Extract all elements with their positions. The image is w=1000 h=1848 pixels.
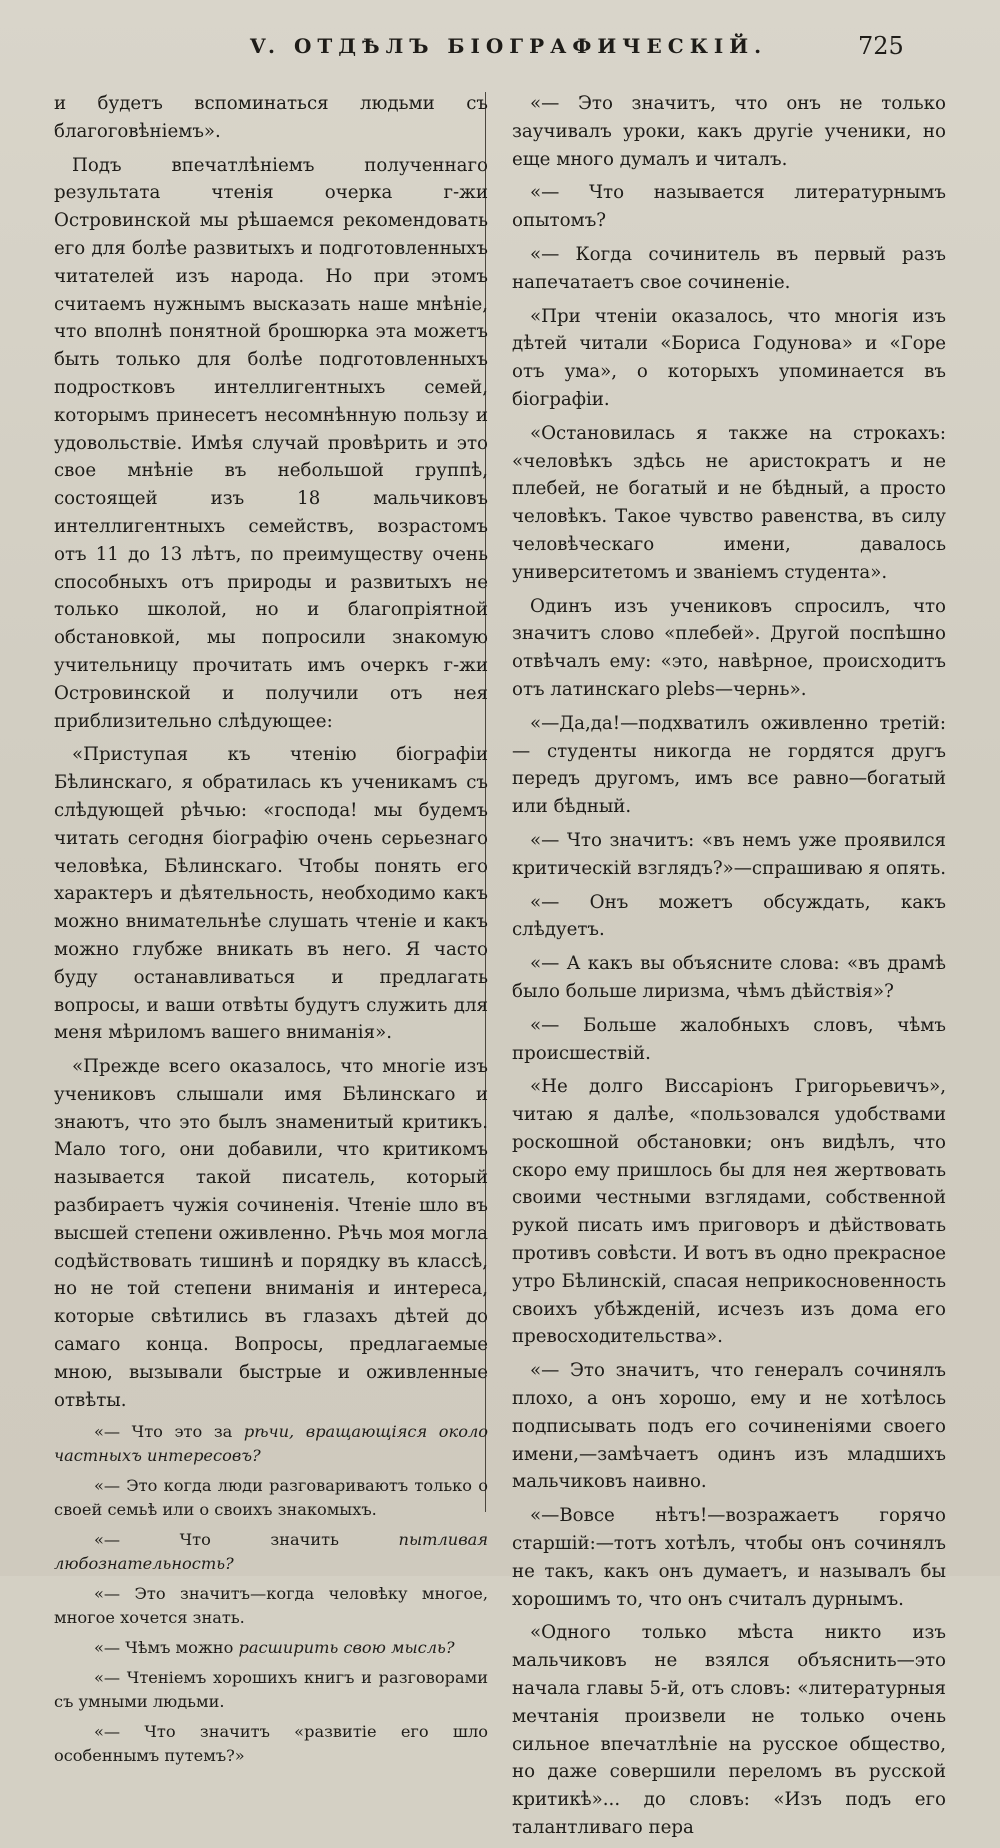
question-italic: расширить свою мысль?: [238, 1638, 455, 1658]
question-text: «— Что значить: [94, 1530, 399, 1550]
paragraph: «— А какъ вы объясните слова: «въ драмѣ было больше лиризма, чѣмъ дѣйствія»?: [512, 953, 946, 1002]
dialogue-question: [54, 1528, 488, 1576]
paragraph: «Приступая къ чтенію біографіи Бѣлинскаго, я обратилась къ ученикамъ съ слѣдующей рѣчью: «господа! мы будемъ читать сегодня біографію очень серьезнаго человѣка, Бѣлинскаго. Чтобы понять его характеръ и дѣятельность, необходимо какъ можно внимательнѣе слушать чтеніе и какъ можно глубже вникать въ него. Я часто буду останавливаться и предлагать вопросы, и ваши отвѣты будутъ служить для меня мѣриломъ вашего вниманія».: [54, 744, 488, 1044]
paragraph: и будетъ вспоминаться людьми съ благоговѣніемъ».: [54, 93, 488, 142]
paragraph: «Одного только мѣста никто изъ мальчиковъ не взялся объяснить—это начала главы 5-й, отъ словъ: «литературныя мечтанія произвели не только очень сильное впечатлѣніе на русское общество, но даже совершили переломъ въ русской критикѣ»... до словъ: «Изъ подъ его талантливаго пера: [512, 1622, 946, 1839]
paragraph: «Остановилась я также на строкахъ: «человѣкъ здѣсь не аристократъ и не плебей, не богатый и не бѣдный, а просто человѣкъ. Такое чувство равенства, въ силу человѣческаго имени, давалось университетомъ и званіемъ студента».: [512, 422, 946, 583]
dialogue-answer: «— Это когда люди разговариваютъ только о своей семьѣ или о своихъ знакомыхъ.: [54, 1476, 488, 1520]
dialogue-answer: «— Это значитъ—когда человѣку многое, многое хочется знать.: [54, 1584, 488, 1628]
page-number: 725: [858, 32, 904, 60]
paragraph: «При чтеніи оказалось, что многія изъ дѣтей читали «Бориса Годунова» и «Горе отъ ума», о которыхъ упоминается въ біографіи.: [512, 305, 946, 410]
left-column: [54, 90, 488, 1774]
dialogue-answer: «— Чтеніемъ хорошихъ книгъ и разговорами съ умными людьми.: [54, 1668, 488, 1712]
paragraph: «Прежде всего оказалось, что многіе изъ учениковъ слышали имя Бѣлинскаго и знаютъ, что это былъ знаменитый критикъ. Мало того, они добавили, что критикомъ называется такой писатель, который разбираетъ чужія сочиненія. Чтеніе шло въ высшей степени оживленно. Рѣчь моя могла содѣйствовать тишинѣ и порядку въ классѣ, но не той степени вниманія и интереса, которые свѣтились въ глазахъ дѣтей до самаго конца. Вопросы, предлагаемые мною, вызывали быстрые и оживленные отвѣты.: [54, 1056, 488, 1411]
paragraph: Одинъ изъ учениковъ спросилъ, что значитъ слово «плебей». Другой поспѣшно отвѣчалъ ему: «это, навѣрное, происходитъ отъ латинскаго plebs—чернь».: [512, 595, 946, 700]
question-italic: рѣчи, вращающіяся около частныхъ интересовъ?: [54, 1422, 488, 1466]
paragraph: «—Да,да!—подхватилъ оживленно третій:— студенты никогда не гордятся другъ передъ другомъ, имъ все равно—богатый или бѣдный.: [512, 712, 946, 818]
right-column: [512, 90, 946, 1848]
page-header: [0, 32, 1000, 72]
paragraph: «— Что значитъ: «въ немъ уже проявился критическій взглядъ?»—спрашиваю я опять.: [512, 829, 946, 879]
paragraph: «— Когда сочинитель въ первый разъ напечатаетъ свое сочиненіе.: [512, 243, 946, 293]
dialogue-question: [54, 1636, 488, 1660]
paragraph: «Не долго Виссаріонъ Григорьевичъ», читаю я далѣе, «пользовался удобствами роскошной обстановки; онъ видѣлъ, что скоро ему пришлось бы для нея жертвовать своими честными взглядами, собственной рукой писать имъ приговоръ и дѣйствовать противъ совѣсти. И вотъ въ одно прекрасное утро Бѣлинскій, спасая неприкосновенность своихъ убѣжденій, исчезъ изъ дома его превосходительства».: [512, 1076, 946, 1348]
dialogue-question: [54, 1420, 488, 1468]
question-italic: пытливая любознательность?: [54, 1530, 488, 1574]
paragraph: Подъ впечатлѣніемъ полученнаго результата чтенія очерка г-жи Островинской мы рѣшаемся рекомендовать его для болѣе развитыхъ и подготовленныхъ читателей изъ народа. Но при этомъ считаемъ нужнымъ высказать наше мнѣніе, что вполнѣ понятной брошюрка эта можетъ быть только для болѣе подготовленныхъ подростковъ интеллигентныхъ семей, которымъ принесетъ несомнѣнную пользу и удовольствіе. Имѣя случай провѣрить и это свое мнѣніе въ небольшой группѣ, состоящей изъ 18 мальчиковъ интеллигентныхъ семействъ, возрастомъ отъ 11 до 13 лѣтъ, по преимуществу очень способныхъ отъ природы и развитыхъ не только школой, но и благопріятной обстановкой, мы попросили знакомую учительницу прочитать имъ очеркъ г-жи Островинской и получили отъ нея приблизительно слѣдующее:: [54, 154, 488, 732]
paragraph: «— Больше жалобныхъ словъ, чѣмъ происшествій.: [512, 1014, 946, 1064]
dialogue-question: «— Что значитъ «развитіе его шло особеннымъ путемъ?»: [54, 1722, 488, 1766]
question-text: «— Что это за: [94, 1422, 244, 1442]
paragraph: «— Онъ можетъ обсуждать, какъ слѣдуетъ.: [512, 891, 946, 941]
paragraph: «— Это значитъ, что генералъ сочинялъ плохо, а онъ хорошо, ему и не хотѣлось подписывать подъ его сочиненіями своего имени,—замѣчаетъ одинъ изъ младшихъ мальчиковъ наивно.: [512, 1360, 946, 1493]
paragraph: «— Что называется литературнымъ опытомъ?: [512, 182, 946, 232]
question-text: «— Чѣмъ можно: [94, 1638, 239, 1658]
running-head: V. ОТДѢЛЪ БІОГРАФИЧЕСКІЙ.: [250, 34, 768, 58]
paragraph: «—Вовсе нѣтъ!—возражаетъ горячо старшій:—тотъ хотѣлъ, чтобы онъ сочинялъ не такъ, какъ онъ думаетъ, и называлъ бы хорошимъ то, что онъ считалъ дурнымъ.: [512, 1505, 946, 1610]
paragraph: «— Это значитъ, что онъ не только заучивалъ уроки, какъ другіе ученики, но еще много думалъ и читалъ.: [512, 93, 946, 170]
